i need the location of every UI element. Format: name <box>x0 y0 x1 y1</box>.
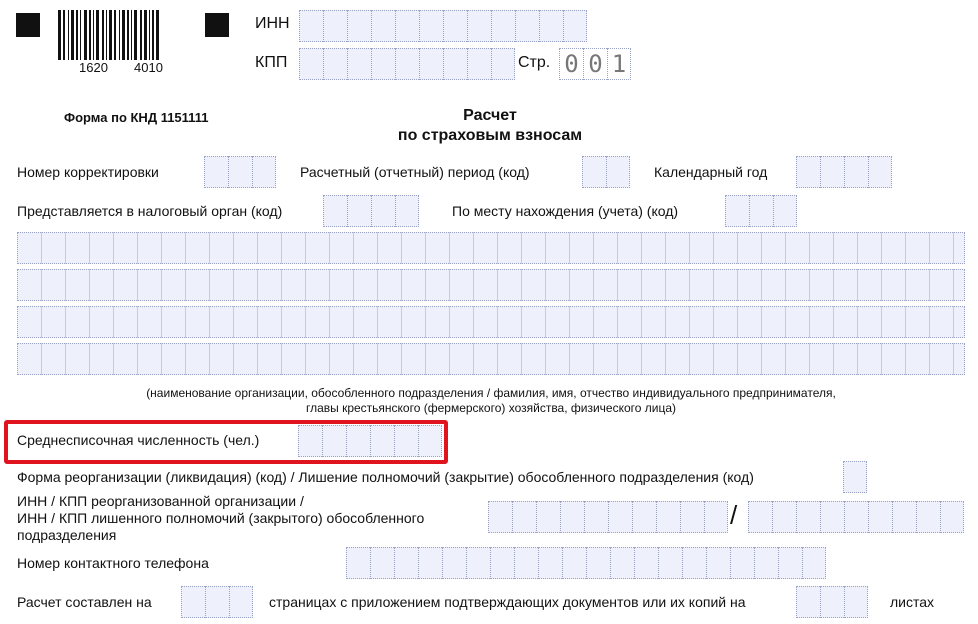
avg-headcount-label: Среднесписочная численность (чел.) <box>17 432 260 448</box>
correction-number-label: Номер корректировки <box>17 164 159 180</box>
form-title <box>380 106 600 146</box>
pages-middle-label: страницах с приложением подтверждающих документов или их копий на <box>269 594 746 610</box>
barcode-number-left: 1620 <box>79 60 108 75</box>
phone-label: Номер контактного телефона <box>17 555 209 571</box>
reorg-inn-label <box>17 493 424 544</box>
reorg-inn-input[interactable] <box>488 501 728 533</box>
location-label: По месту нахождения (учета) (код) <box>452 203 679 219</box>
page-digit-2: 0 <box>583 48 607 80</box>
form-title-line1: Расчет <box>463 107 517 124</box>
org-name-caption <box>17 386 965 416</box>
form-title-line2: по страховым взносам <box>397 127 583 144</box>
tax-authority-input[interactable] <box>323 195 419 227</box>
corner-marker-left <box>16 13 40 37</box>
attachments-count-input[interactable] <box>796 586 868 618</box>
form-knd: Форма по КНД 1151111 <box>64 110 209 125</box>
barcode-number-right: 4010 <box>134 60 163 75</box>
page-digit-3: 1 <box>607 48 631 80</box>
reorg-inn-label-line2: ИНН / КПП лишенного полномочий (закрытого) обособленного <box>17 510 425 526</box>
avg-headcount-input[interactable] <box>298 425 442 457</box>
org-name-row-3[interactable] <box>17 306 965 338</box>
inn-input[interactable] <box>299 10 587 42</box>
period-input[interactable] <box>582 156 630 188</box>
page-label: Стр. <box>518 54 551 71</box>
corner-marker-right <box>205 13 229 37</box>
kpp-input[interactable] <box>299 48 515 80</box>
calendar-year-input[interactable] <box>796 156 892 188</box>
correction-number-input[interactable] <box>204 156 276 188</box>
pages-suffix-label: листах <box>890 594 935 610</box>
kpp-label: КПП <box>255 54 288 71</box>
org-name-row-4[interactable] <box>17 343 965 375</box>
org-name-caption-line1: (наименование организации, обособленного подразделения / фамилия, имя, отчество индивидуального предпринимателя, <box>146 386 836 400</box>
pages-count-input[interactable] <box>181 586 253 618</box>
period-label: Расчетный (отчетный) период (код) <box>300 164 530 180</box>
org-name-row-2[interactable] <box>17 269 965 301</box>
reorg-kpp-input[interactable] <box>748 501 964 533</box>
calendar-year-label: Календарный год <box>654 164 768 180</box>
barcode <box>58 10 159 60</box>
org-name-row-1[interactable] <box>17 232 965 264</box>
reorg-form-label: Форма реорганизации (ликвидация) (код) / Лишение полномочий (закрытие) обособленного подразделения (код) <box>17 469 754 485</box>
inn-label: ИНН <box>255 15 290 32</box>
reorg-inn-label-line1: ИНН / КПП реорганизованной организации / <box>17 493 304 509</box>
org-name-caption-line2: главы крестьянского (фермерского) хозяйства, физического лица) <box>305 401 677 415</box>
reorg-form-input[interactable] <box>843 461 867 493</box>
page-number-cells <box>559 48 631 80</box>
location-input[interactable] <box>725 195 797 227</box>
reorg-inn-label-line3: подразделения <box>17 527 117 543</box>
pages-prefix-label: Расчет составлен на <box>17 594 152 610</box>
inn-kpp-separator: / <box>730 500 738 530</box>
page-digit-1: 0 <box>559 48 583 80</box>
phone-input[interactable] <box>346 547 826 579</box>
tax-authority-label: Представляется в налоговый орган (код) <box>17 203 283 219</box>
